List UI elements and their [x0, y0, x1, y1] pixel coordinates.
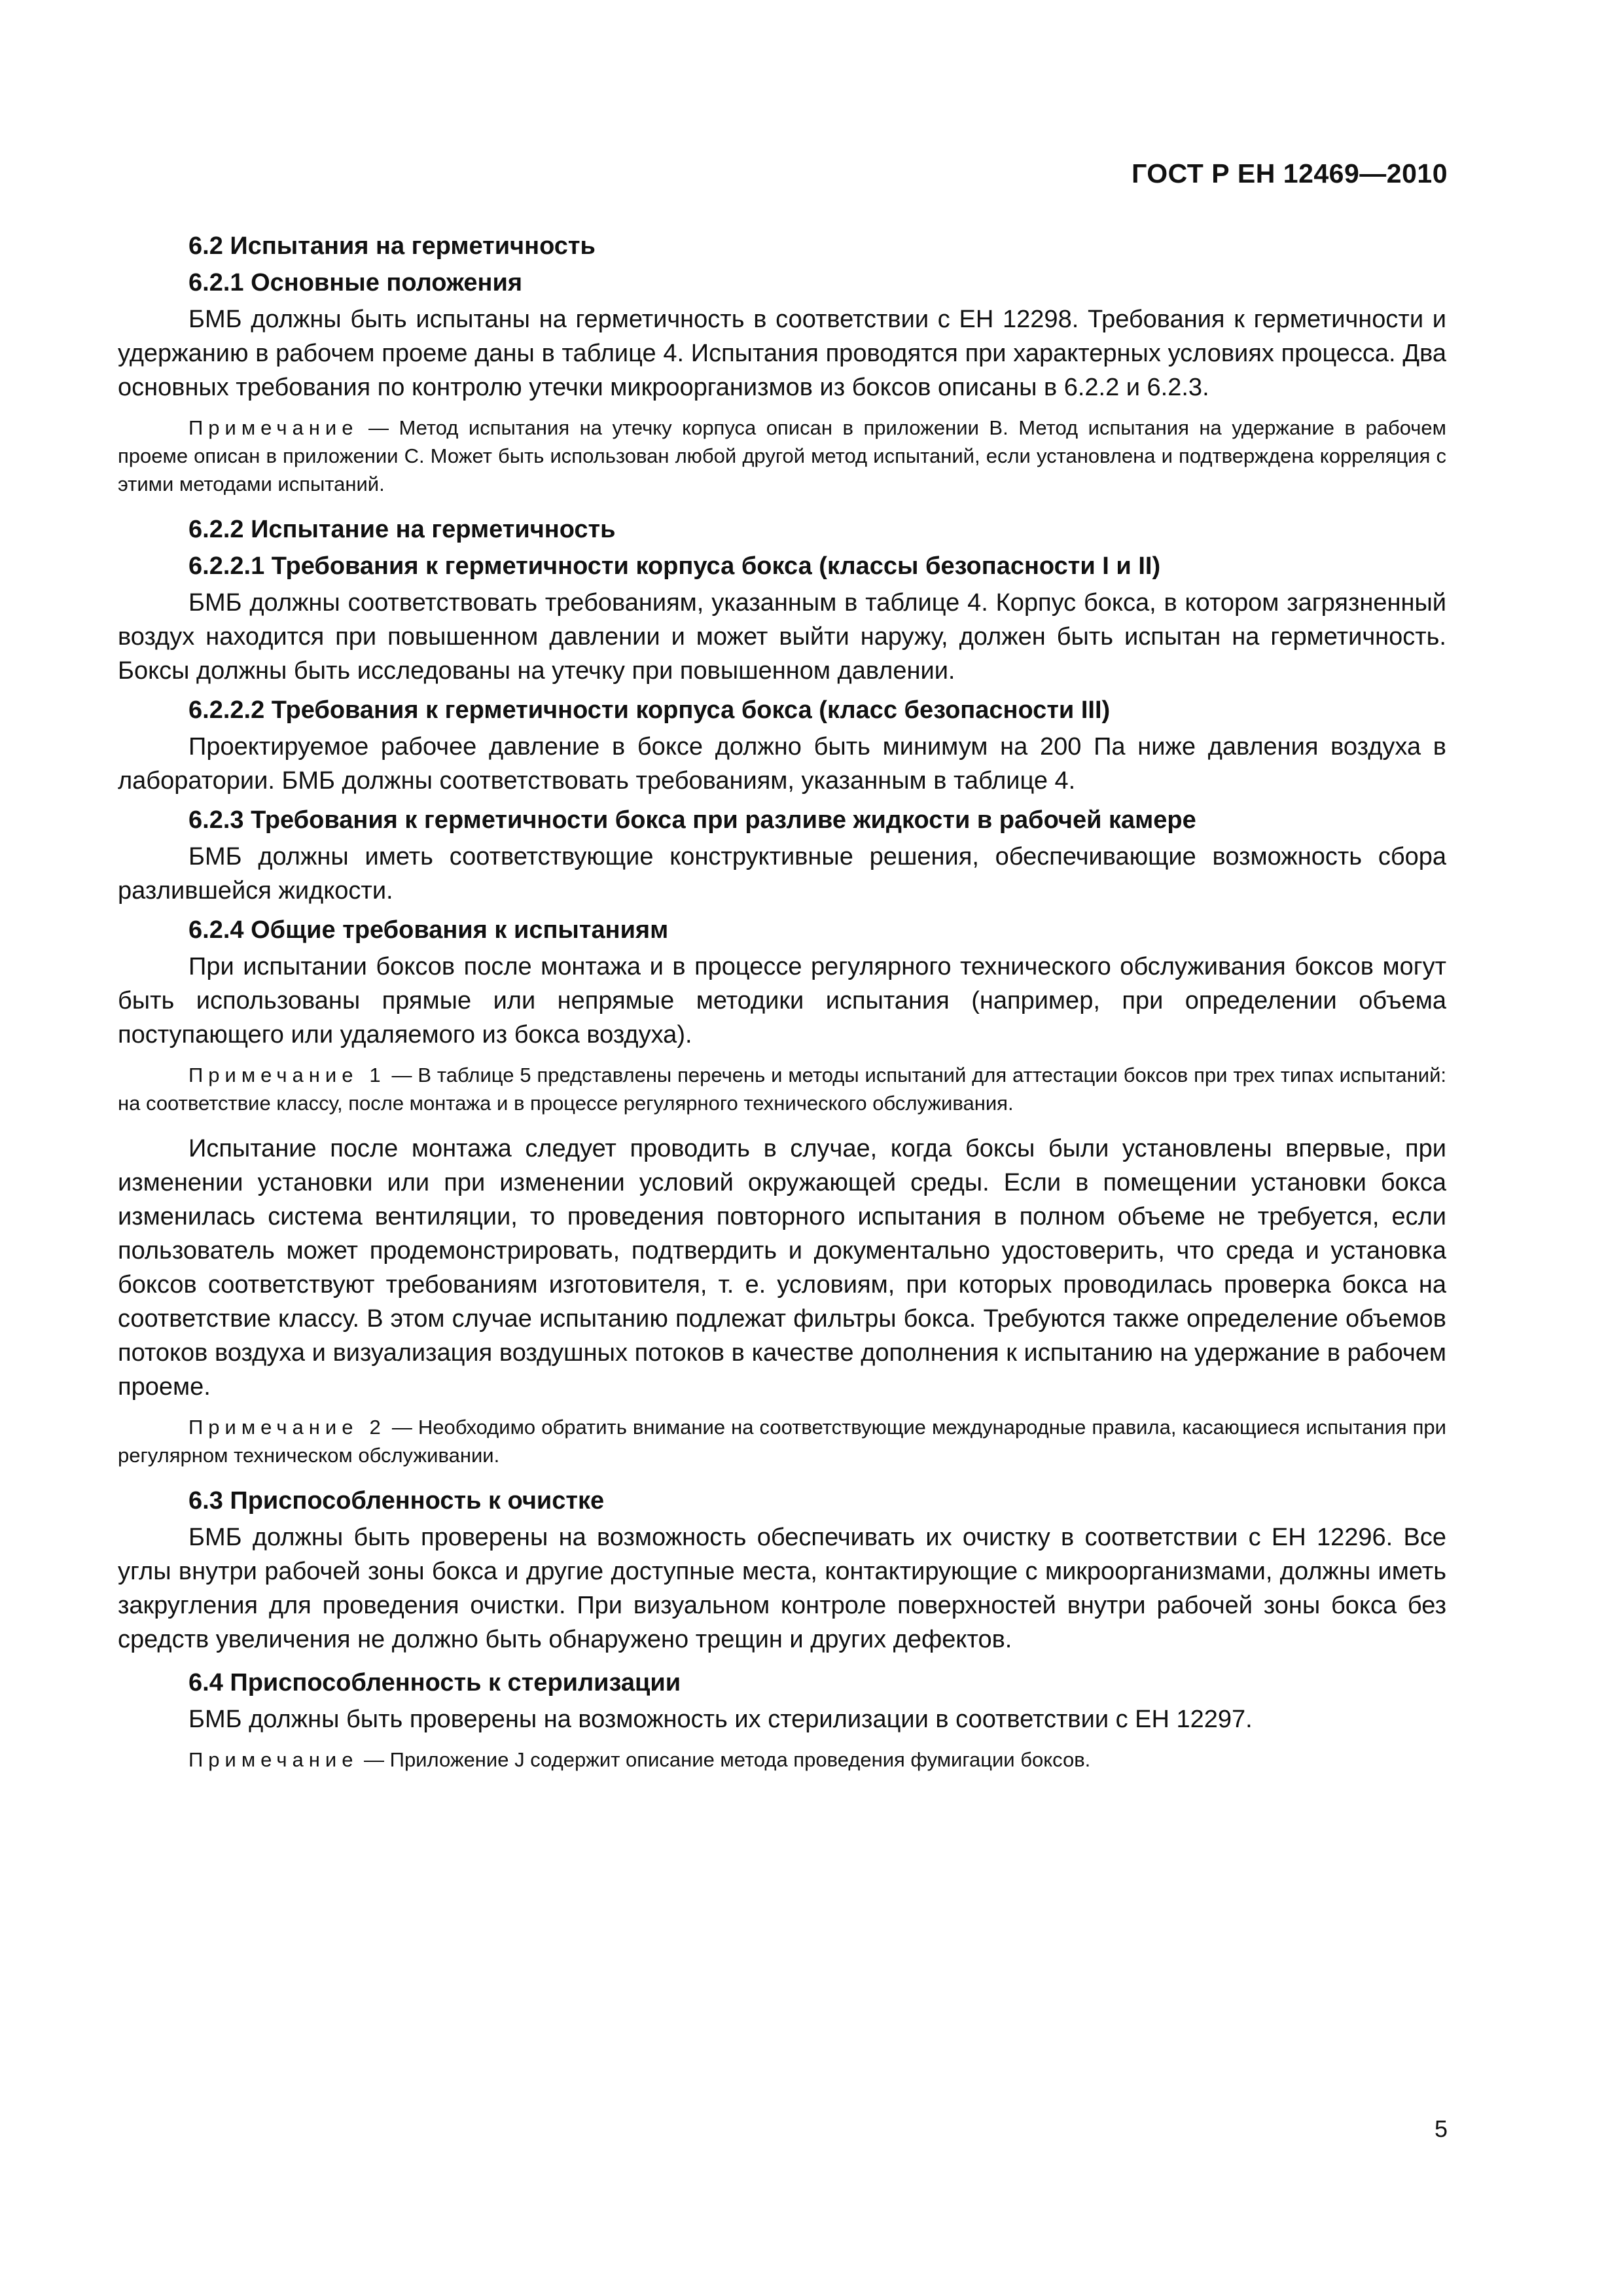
- note-text: — Приложение J содержит описание метода проведения фумигации боксов.: [358, 1748, 1091, 1771]
- page-number: 5: [1434, 2115, 1448, 2142]
- heading-6-2-4: 6.2.4 Общие требования к испытаниям: [188, 916, 669, 944]
- note-6-2-4-2: [118, 1413, 1446, 1469]
- paragraph-6-2-3: БМБ должны иметь соответствующие конструктивные решения, обеспечивающие возможность сбора разлившейся жидкости.: [118, 843, 1446, 905]
- note-text: — Необходимо обратить внимание на соответствующие международные правила, касающиеся испытания при регулярном техническом обслуживании.: [118, 1416, 1446, 1467]
- heading-6-2-2: 6.2.2 Испытание на герметичность: [188, 516, 616, 543]
- note-6-4: [118, 1746, 1446, 1774]
- heading-6-2-1: 6.2.1 Основные положения: [188, 269, 523, 296]
- standard-code: ГОСТ Р ЕН 12469—2010: [1132, 158, 1448, 188]
- document-body: [118, 229, 1446, 1788]
- note-label: Примечание 1: [188, 1064, 386, 1086]
- heading-6-2-3: 6.2.3 Требования к герметичности бокса при разливе жидкости в рабочей камере: [188, 806, 1196, 834]
- paragraph-6-2-4-b: Испытание после монтажа следует проводить в случае, когда боксы были установлены впервые, при изменении установки или при изменении условий окружающей среды. Если в помещении установки бокса изменилась система вентиляции, то проведения повторного испытания в полном объеме не требуется, если пользователь может продемонстрировать, подтвердить и документально удостоверить, что среда и установка боксов соответствуют требованиям изготовителя, т. е. условиям, при которых проводилась проверка бокса на соответствие классу. В этом случае испытанию подлежат фильтры бокса. Требуются также определение объемов потоков воздуха и визуализация воздушных потоков в качестве дополнения к испытанию на удержание в рабочем проеме.: [118, 1135, 1446, 1401]
- paragraph-6-3: БМБ должны быть проверены на возможность обеспечивать их очистку в соответствии с ЕН 12296. Все углы внутри рабочей зоны бокса и другие доступные места, контактирующие с микроорганизмами, должны иметь закругления для проведения очистки. При визуальном контроле поверхностей внутри рабочей зоны бокса без средств увеличения не должно быть обнаружено трещин и других дефектов.: [118, 1524, 1446, 1653]
- note-label: Примечание: [188, 416, 359, 439]
- paragraph-6-2-2-2: Проектируемое рабочее давление в боксе должно быть минимум на 200 Па ниже давления воздуха в лаборатории. БМБ должны соответствовать требованиям, указанным в таблице 4.: [118, 733, 1446, 795]
- note-text: — В таблице 5 представлены перечень и методы испытаний для аттестации боксов при трех типах испытаний: на соответствие классу, после монтажа и в процессе регулярного технического обслуживания.: [118, 1064, 1446, 1115]
- note-text: — Метод испытания на утечку корпуса описан в приложении В. Метод испытания на удержание в рабочем проеме описан в приложении С. Может быть использован любой другой метод испытаний, если установлена и подтверждена корреляция с этими методами испытаний.: [118, 416, 1446, 495]
- heading-6-2-2-2: 6.2.2.2 Требования к герметичности корпуса бокса (класс безопасности III): [188, 696, 1111, 724]
- note-6-2-1: [118, 414, 1446, 498]
- heading-6-4: 6.4 Приспособленность к стерилизации: [188, 1669, 681, 1696]
- heading-6-3: 6.3 Приспособленность к очистке: [188, 1487, 605, 1515]
- paragraph-6-4: БМБ должны быть проверены на возможность их стерилизации в соответствии с ЕН 12297.: [188, 1706, 1253, 1733]
- paragraph-6-2-2-1: БМБ должны соответствовать требованиям, указанным в таблице 4. Корпус бокса, в котором загрязненный воздух находится при повышенном давлении и может выйти наружу, должен быть испытан на герметичность. Боксы должны быть исследованы на утечку при повышенном давлении.: [118, 589, 1446, 685]
- heading-6-2: 6.2 Испытания на герметичность: [188, 232, 596, 260]
- note-label: Примечание 2: [188, 1416, 386, 1439]
- paragraph-6-2-1: БМБ должны быть испытаны на герметичность в соответствии с ЕН 12298. Требования к герметичности и удержанию в рабочем проеме даны в таблице 4. Испытания проводятся при характерных условиях процесса. Два основных требования по контролю утечки микроорганизмов из боксов описаны в 6.2.2 и 6.2.3.: [118, 306, 1446, 401]
- heading-6-2-2-1: 6.2.2.1 Требования к герметичности корпуса бокса (классы безопасности I и II): [188, 552, 1161, 580]
- paragraph-6-2-4-a: При испытании боксов после монтажа и в процессе регулярного технического обслуживания боксов могут быть использованы прямые или непрямые методики испытания (например, при определении объема поступающего или удаляемого из бокса воздуха).: [118, 953, 1446, 1049]
- note-label: Примечание: [188, 1748, 359, 1771]
- note-6-2-4-1: [118, 1061, 1446, 1117]
